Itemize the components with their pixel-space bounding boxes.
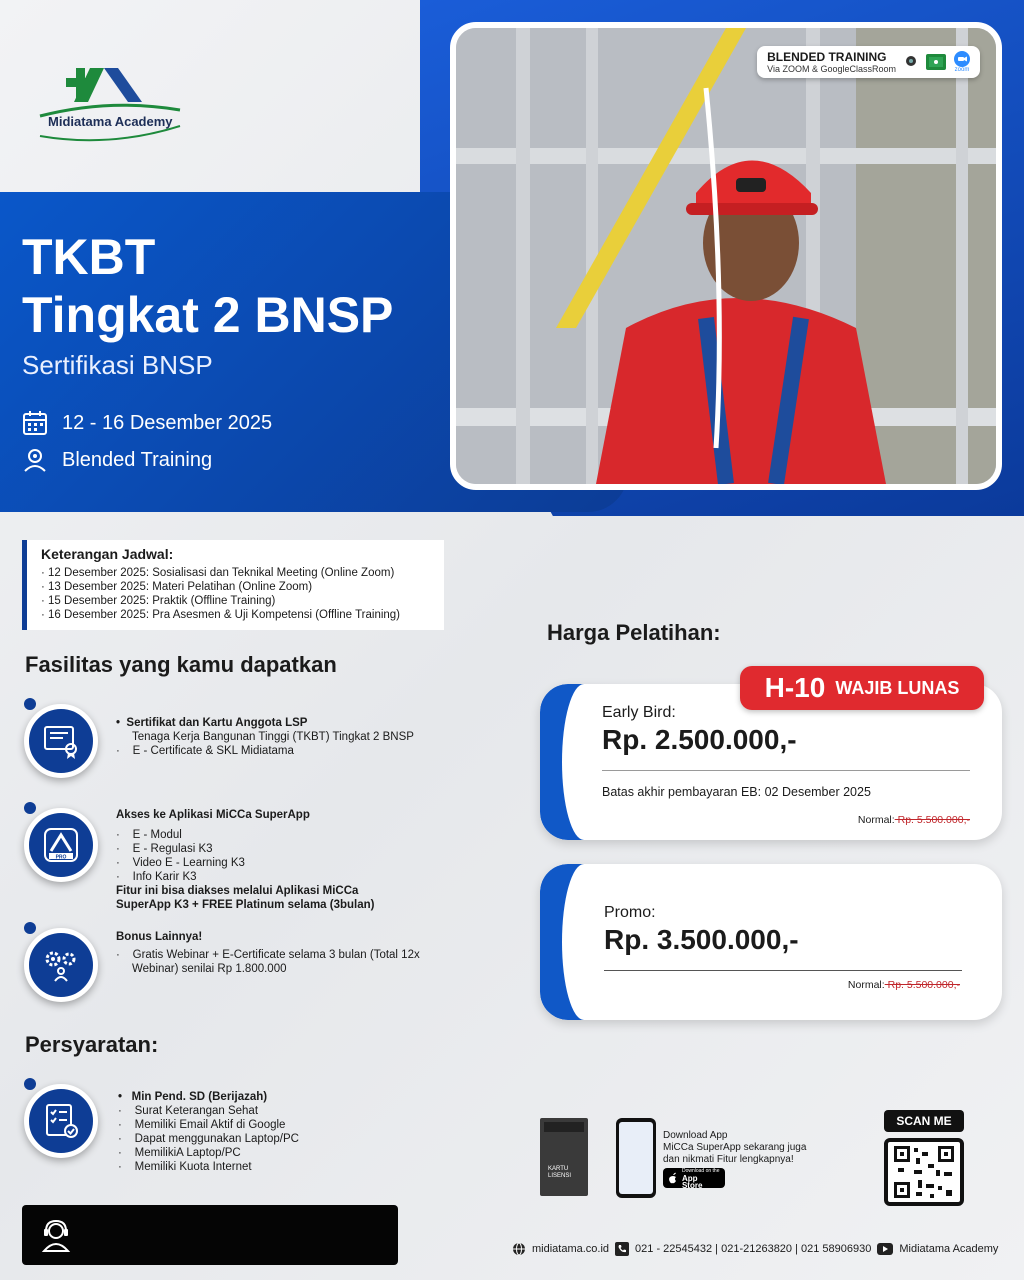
card-accent-curve xyxy=(562,684,606,840)
date-row xyxy=(22,410,272,436)
zoom-label: zoom xyxy=(954,67,970,73)
requirement-item: MemilikiA Laptop/PC xyxy=(134,1147,241,1159)
normal-label: Normal: xyxy=(857,814,895,826)
training-mode: Blended Training xyxy=(62,448,213,471)
certificate-icon xyxy=(41,721,81,761)
calendar-icon xyxy=(22,410,48,436)
card-accent-curve xyxy=(562,864,606,1020)
facility-1-text: • Sertifikat dan Kartu Anggota LSP Tenaga Kerja Bangunan Tinggi (TKBT) Tingkat 2 BNSP · E - Certificate & SKL Midiatama xyxy=(116,716,456,758)
mode-row xyxy=(22,447,212,473)
training-mode-icon xyxy=(22,447,48,473)
youtube-channel[interactable]: Midiatama Academy xyxy=(899,1243,999,1255)
facility-2-note-2: SuperApp K3 + FREE Platinum selama (3bulan) xyxy=(116,899,375,911)
badge-title: BLENDED TRAINING xyxy=(767,50,887,64)
requirement-item: Surat Keterangan Sehat xyxy=(134,1105,259,1117)
webcam-icon xyxy=(904,55,918,69)
facilities-title: Fasilitas yang kamu dapatkan xyxy=(25,652,337,677)
globe-icon xyxy=(512,1242,526,1256)
normal-price: Rp. 5.500.000,- xyxy=(894,814,970,826)
store-small-label: Download on the xyxy=(681,1167,720,1174)
facility-1-item-2: E - Certificate & SKL Midiatama xyxy=(132,745,294,757)
worker-photo-image xyxy=(456,28,996,484)
scan-me-label: SCAN ME xyxy=(884,1110,964,1132)
brand-logo xyxy=(30,62,190,142)
youtube-icon xyxy=(877,1243,893,1255)
h10-main: H-10 xyxy=(764,672,826,703)
store-name: App Store xyxy=(681,1173,703,1190)
schedule-item: · 12 Desember 2025: Sosialisasi dan Teknikal Meeting (Online Zoom) xyxy=(41,566,430,580)
pro-label: PRO xyxy=(55,854,67,861)
download-title: Download App xyxy=(663,1130,728,1141)
google-classroom-icon xyxy=(926,54,946,70)
facility-dot xyxy=(24,922,36,934)
schedule-item: · 13 Desember 2025: Materi Pelatihan (Online Zoom) xyxy=(41,580,430,594)
app-store-button[interactable] xyxy=(663,1168,725,1188)
requirements-title: Persyaratan: xyxy=(25,1032,159,1057)
requirement-item: Memiliki Email Aktif di Google xyxy=(134,1119,286,1131)
promo-card xyxy=(540,864,1002,1020)
requirements-dot xyxy=(24,1078,36,1090)
schedule-item: · 15 Desember 2025: Praktik (Offline Training) xyxy=(41,594,430,608)
apple-icon xyxy=(668,1172,678,1184)
card-label-line-1: KARTU xyxy=(548,1166,569,1172)
phone-mockup xyxy=(616,1118,656,1198)
facility-2-note-1: Fitur ini bisa diakses melalui Aplikasi MiCCa xyxy=(116,885,359,897)
facility-dot xyxy=(24,802,36,814)
download-line-2: dan nikmati Fitur lengkapnya! xyxy=(663,1154,794,1165)
requirement-item: Dapat menggunakan Laptop/PC xyxy=(134,1133,299,1145)
facility-2-icon-wrap xyxy=(24,808,98,882)
checklist-icon xyxy=(41,1101,81,1141)
schedule-box xyxy=(22,540,444,630)
facility-1-item-1: Sertifikat dan Kartu Anggota LSP xyxy=(126,717,308,729)
gears-person-icon xyxy=(41,945,81,985)
price-divider xyxy=(604,970,962,971)
zoom-logo xyxy=(954,51,970,73)
promo-label: Promo: xyxy=(604,904,656,921)
qr-code[interactable] xyxy=(884,1138,964,1206)
facility-3-item-line-2: Webinar) senilai Rp 1.800.000 xyxy=(132,963,287,975)
facility-3-heading: Bonus Lainnya! xyxy=(116,931,203,943)
pricing-title: Harga Pelatihan: xyxy=(547,620,721,645)
schedule-title: Keterangan Jadwal: xyxy=(41,546,174,562)
facility-2-item: Video E - Learning K3 xyxy=(132,857,245,869)
facility-1-item-1-sub: Tenaga Kerja Bangunan Tinggi (TKBT) Tingkat 2 BNSP xyxy=(132,731,414,743)
brand-name: Midiatama Academy xyxy=(48,114,173,129)
facility-3-item-line-1: Gratis Webinar + E-Certificate selama 3 bulan (Total 12x xyxy=(132,949,420,961)
h10-sub: WAJIB LUNAS xyxy=(835,677,960,698)
phone-icon xyxy=(615,1242,629,1256)
zoom-icon xyxy=(954,51,970,67)
customer-service-icon xyxy=(38,1217,74,1253)
license-card-image xyxy=(540,1118,588,1196)
requirements-list: • Min Pend. SD (Berijazah) · Surat Keterangan Sehat · Memiliki Email Aktif di Google · Dapat menggunakan Laptop/PC · MemilikiA Laptop/PC · Memiliki Kuota Internet xyxy=(118,1091,299,1173)
requirements-icon-wrap xyxy=(24,1084,98,1158)
facility-2-item: Info Karir K3 xyxy=(132,871,197,883)
download-line-1: MiCCa SuperApp sekarang juga xyxy=(663,1142,807,1153)
facility-2-heading: Akses ke Aplikasi MiCCa SuperApp xyxy=(116,809,310,821)
facility-1-icon-wrap xyxy=(24,704,98,778)
facility-3-icon-wrap xyxy=(24,928,98,1002)
footer-contacts xyxy=(512,1242,998,1256)
blended-training-badge xyxy=(757,46,980,78)
price-divider xyxy=(602,770,970,771)
card-header xyxy=(544,1122,584,1132)
facility-dot xyxy=(24,698,36,710)
title-line-2: Tingkat 2 BNSP xyxy=(22,287,394,343)
facility-2-item: E - Regulasi K3 xyxy=(132,843,213,855)
requirement-item: Memiliki Kuota Internet xyxy=(134,1161,252,1173)
website-link[interactable]: midiatama.co.id xyxy=(532,1243,610,1255)
micca-app-icon xyxy=(41,825,81,865)
page-title xyxy=(22,228,393,344)
early-bird-label: Early Bird: xyxy=(602,704,676,721)
hero-photo xyxy=(450,22,1002,490)
card-label-line-2: LISENSI xyxy=(548,1173,572,1179)
facility-2-item: E - Modul xyxy=(132,829,182,841)
promo-price: Rp. 3.500.000,- xyxy=(604,924,799,955)
promo-normal xyxy=(848,979,960,991)
download-text xyxy=(663,1130,806,1166)
h10-badge xyxy=(740,666,984,710)
facility-3-text: Bonus Lainnya! · Gratis Webinar + E-Certificate selama 3 bulan (Total 12x Webinar) senilai Rp 1.800.000 xyxy=(116,930,456,976)
logo-mark-icon xyxy=(30,62,190,142)
requirement-item: Min Pend. SD (Berijazah) xyxy=(131,1091,268,1103)
early-bird-normal xyxy=(858,814,970,826)
early-bird-deadline: Batas akhir pembayaran EB: 02 Desember 2025 xyxy=(602,785,871,799)
training-date: 12 - 16 Desember 2025 xyxy=(62,411,273,434)
contact-bar[interactable] xyxy=(22,1205,398,1265)
page-subtitle: Sertifikasi BNSP xyxy=(22,350,213,380)
normal-label: Normal: xyxy=(847,979,885,991)
early-bird-price: Rp. 2.500.000,- xyxy=(602,724,797,755)
normal-price: Rp. 5.500.000,- xyxy=(884,979,960,991)
qr-code-icon xyxy=(888,1142,960,1202)
phone-screen xyxy=(619,1122,653,1194)
schedule-list xyxy=(41,566,430,622)
title-line-1: TKBT xyxy=(22,229,156,285)
card-label xyxy=(548,1166,571,1180)
phone-numbers: 021 - 22545432 | 021-21263820 | 021 58906930 xyxy=(635,1243,872,1255)
badge-subtitle: Via ZOOM & GoogleClassRoom xyxy=(767,64,896,74)
facility-2-text: Akses ke Aplikasi MiCCa SuperApp · E - Modul · E - Regulasi K3 · Video E - Learning K3 · Info Karir K3 Fitur ini bisa diakses melalui Aplikasi MiCCa SuperApp K3 + FREE Platinum selama (3bulan) xyxy=(116,809,375,911)
schedule-item: · 16 Desember 2025: Pra Asesmen & Uji Kompetensi (Offline Training) xyxy=(41,608,430,622)
